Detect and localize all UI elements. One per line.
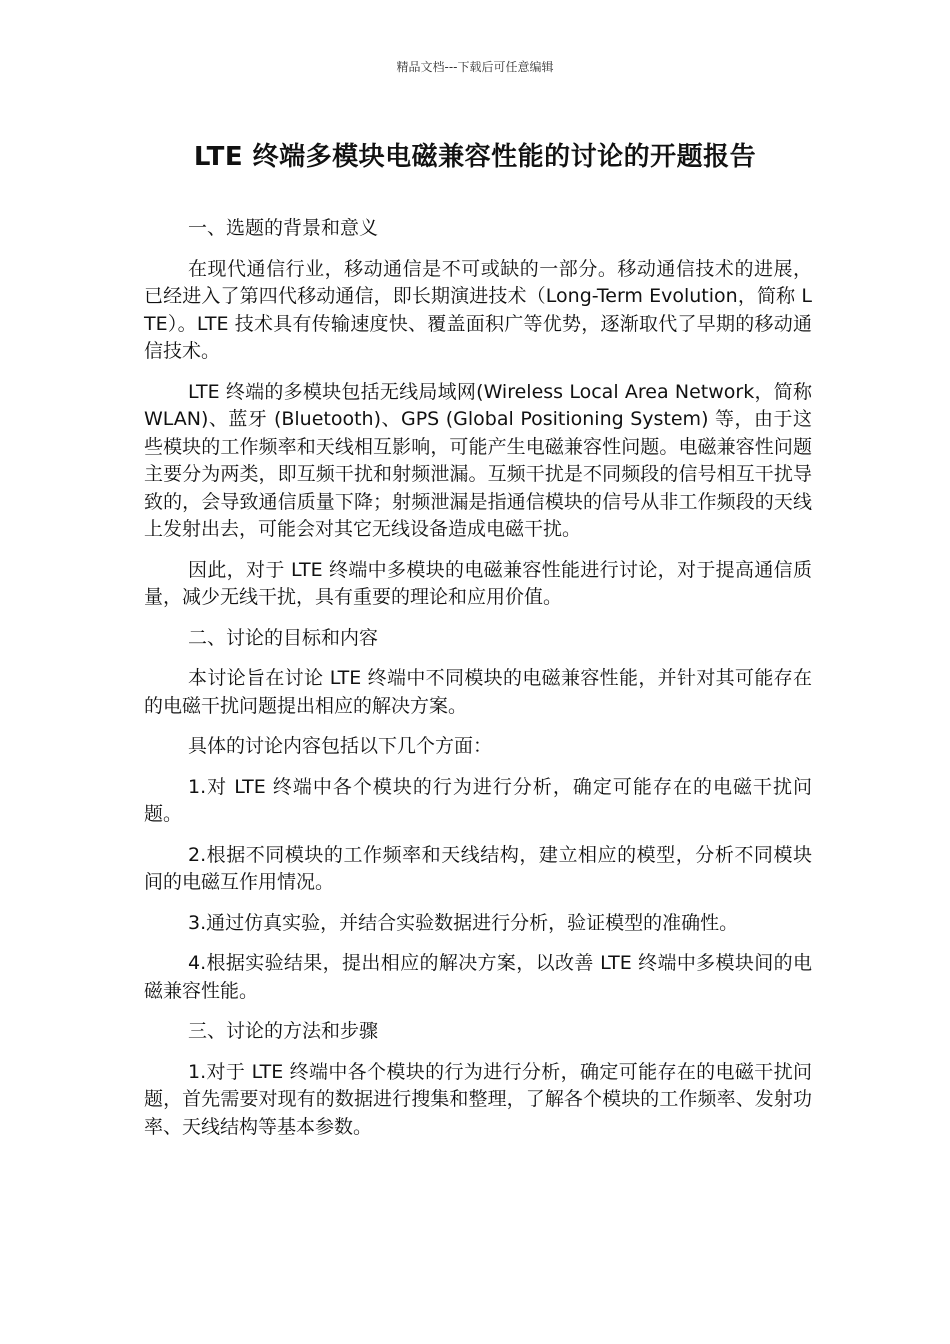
section-heading-goals: 二、讨论的目标和内容 <box>188 626 379 649</box>
header-note: 精品文档---下载后可任意编辑 <box>396 60 554 74</box>
paragraph: 本讨论旨在讨论 LTE 终端中不同模块的电磁兼容性能，并针对其可能存在的电磁干扰问题提出相应的解决方案。 <box>144 667 812 717</box>
paragraph: 具体的讨论内容包括以下几个方面： <box>188 735 493 757</box>
list-item: 1.对于 LTE 终端中各个模块的行为进行分析，确定可能存在的电磁干扰问题，首先需要对现有的数据进行搜集和整理，了解各个模块的工作频率、发射功率、天线结构等基本参数。 <box>144 1060 812 1138</box>
document-title: LTE 终端多模块电磁兼容性能的讨论的开题报告 <box>193 142 757 172</box>
list-item: 2.根据不同模块的工作频率和天线结构，建立相应的模型，分析不同模块间的电磁互作用情况。 <box>144 843 812 893</box>
list-item: 1.对 LTE 终端中各个模块的行为进行分析，确定可能存在的电磁干扰问题。 <box>144 775 812 825</box>
section-heading-methods: 三、讨论的方法和步骤 <box>188 1020 379 1042</box>
paragraph: 在现代通信行业，移动通信是不可或缺的一部分。移动通信技术的进展，已经进入了第四代移动通信，即长期演进技术（Long-Term Evolution，简称 LTE）。LTE 技术具有传输速度快、覆盖面积广等优势，逐渐取代了早期的移动通信技术。 <box>144 257 812 362</box>
list-item: 4.根据实验结果，提出相应的解决方案，以改善 LTE 终端中多模块间的电磁兼容性能。 <box>144 952 812 1002</box>
paragraph: 因此，对于 LTE 终端中多模块的电磁兼容性能进行讨论，对于提高通信质量，减少无线干扰，具有重要的理论和应用价值。 <box>144 558 812 608</box>
section-heading-background: 一、选题的背景和意义 <box>188 217 379 239</box>
document-body <box>144 215 812 1154</box>
paragraph: LTE 终端的多模块包括无线局域网(Wireless Local Area Network，简称 WLAN)、蓝牙 (Bluetooth)、GPS (Global Positioning System) 等，由于这些模块的工作频率和天线相互影响，可能产生电磁兼容性问题。电磁兼容性问题主要分为两类，即互频干扰和射频泄漏。互频干扰是不同频段的信号相互干扰导致的，会导致通信质量下降；射频泄漏是指通信模块的信号从非工作频段的天线上发射出去，可能会对其它无线设备造成电磁干扰。 <box>144 380 812 540</box>
list-item: 3.通过仿真实验，并结合实验数据进行分析，验证模型的准确性。 <box>188 911 739 934</box>
